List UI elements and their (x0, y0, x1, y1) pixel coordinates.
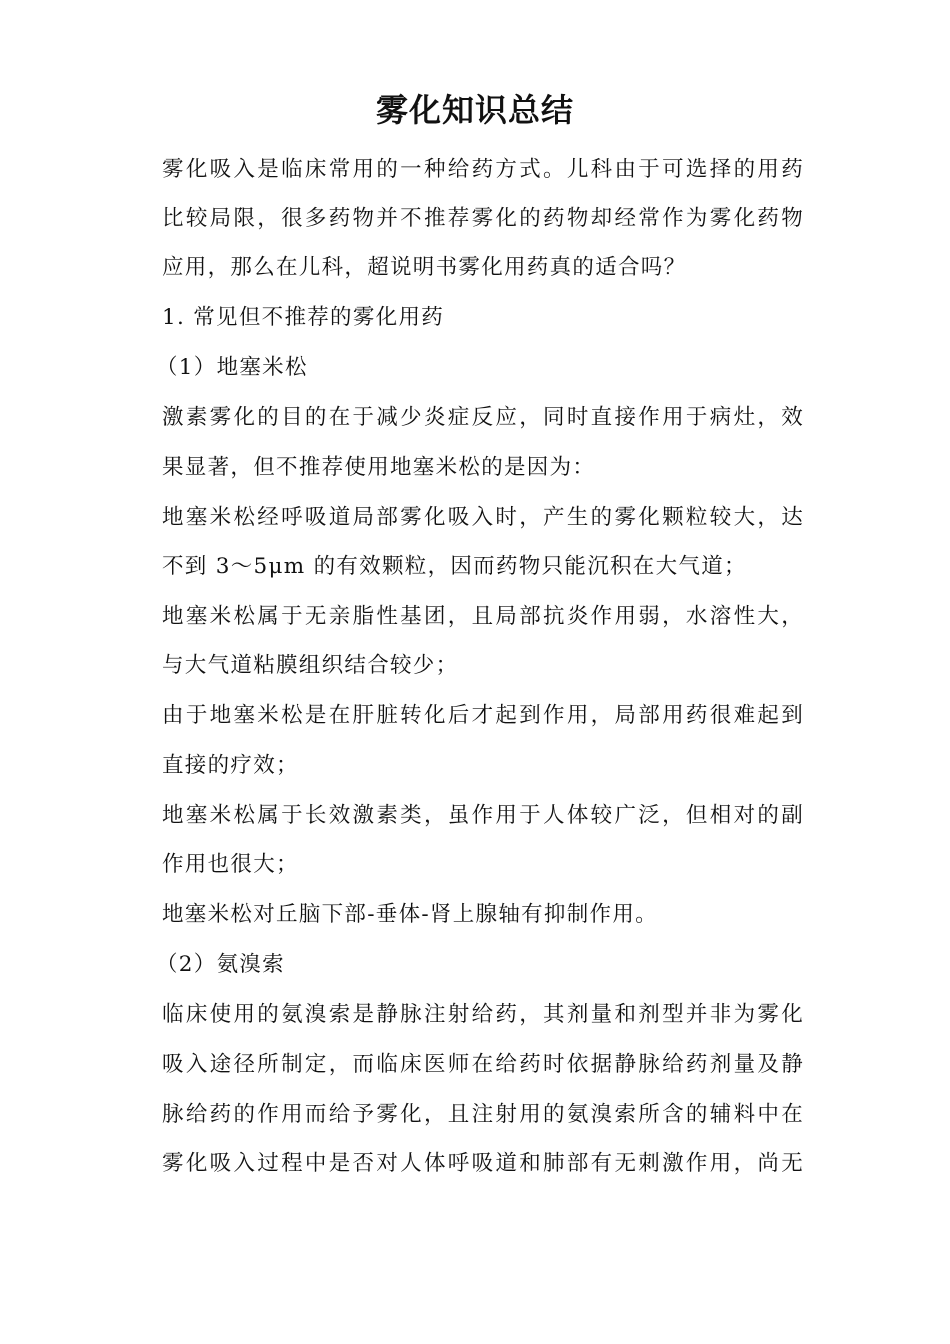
paragraph-line: 地塞米松属于无亲脂性基团，且局部抗炎作用弱，水溶性大， (162, 604, 804, 629)
paragraph-line: 地塞米松经呼吸道局部雾化吸入时，产生的雾化颗粒较大，达 (162, 505, 804, 530)
paragraph-line: 激素雾化的目的在于减少炎症反应，同时直接作用于病灶，效 (162, 405, 804, 430)
document-title: 雾化知识总结 (375, 91, 574, 129)
paragraph-line: 临床使用的氨溴索是静脉注射给药，其剂量和剂型并非为雾化 (162, 1002, 804, 1027)
paragraph-line: 比较局限，很多药物并不推荐雾化的药物却经常作为雾化药物 (162, 206, 804, 231)
section-heading: 1. 常见但不推荐的雾化用药 (162, 305, 445, 330)
paragraph-line: 雾化吸入过程中是否对人体呼吸道和肺部有无刺激作用，尚无 (162, 1151, 804, 1176)
paragraph-line: 雾化吸入是临床常用的一种给药方式。儿科由于可选择的用药 (162, 157, 804, 182)
subsection-heading: （1）地塞米松 (156, 355, 308, 380)
paragraph-line: 不到 3～5μm 的有效颗粒，因而药物只能沉积在大气道； (162, 554, 747, 579)
subsection-heading: （2）氨溴索 (156, 952, 285, 977)
paragraph-line: 应用，那么在儿科，超说明书雾化用药真的适合吗？ (162, 255, 687, 280)
paragraph-line: 直接的疗效； (162, 753, 299, 778)
paragraph-line: 由于地塞米松是在肝脏转化后才起到作用，局部用药很难起到 (162, 703, 804, 728)
paragraph-line: 作用也很大； (162, 852, 299, 877)
paragraph-line: 吸入途径所制定，而临床医师在给药时依据静脉给药剂量及静 (162, 1052, 804, 1077)
paragraph-line: 地塞米松对丘脑下部-垂体-肾上腺轴有抑制作用。 (162, 902, 658, 927)
paragraph-line: 地塞米松属于长效激素类，虽作用于人体较广泛，但相对的副 (162, 803, 804, 828)
paragraph-line: 与大气道粘膜组织结合较少； (162, 653, 459, 678)
paragraph-line: 果显著，但不推荐使用地塞米松的是因为： (162, 455, 596, 480)
paragraph-line: 脉给药的作用而给予雾化，且注射用的氨溴索所含的辅料中在 (162, 1102, 804, 1127)
